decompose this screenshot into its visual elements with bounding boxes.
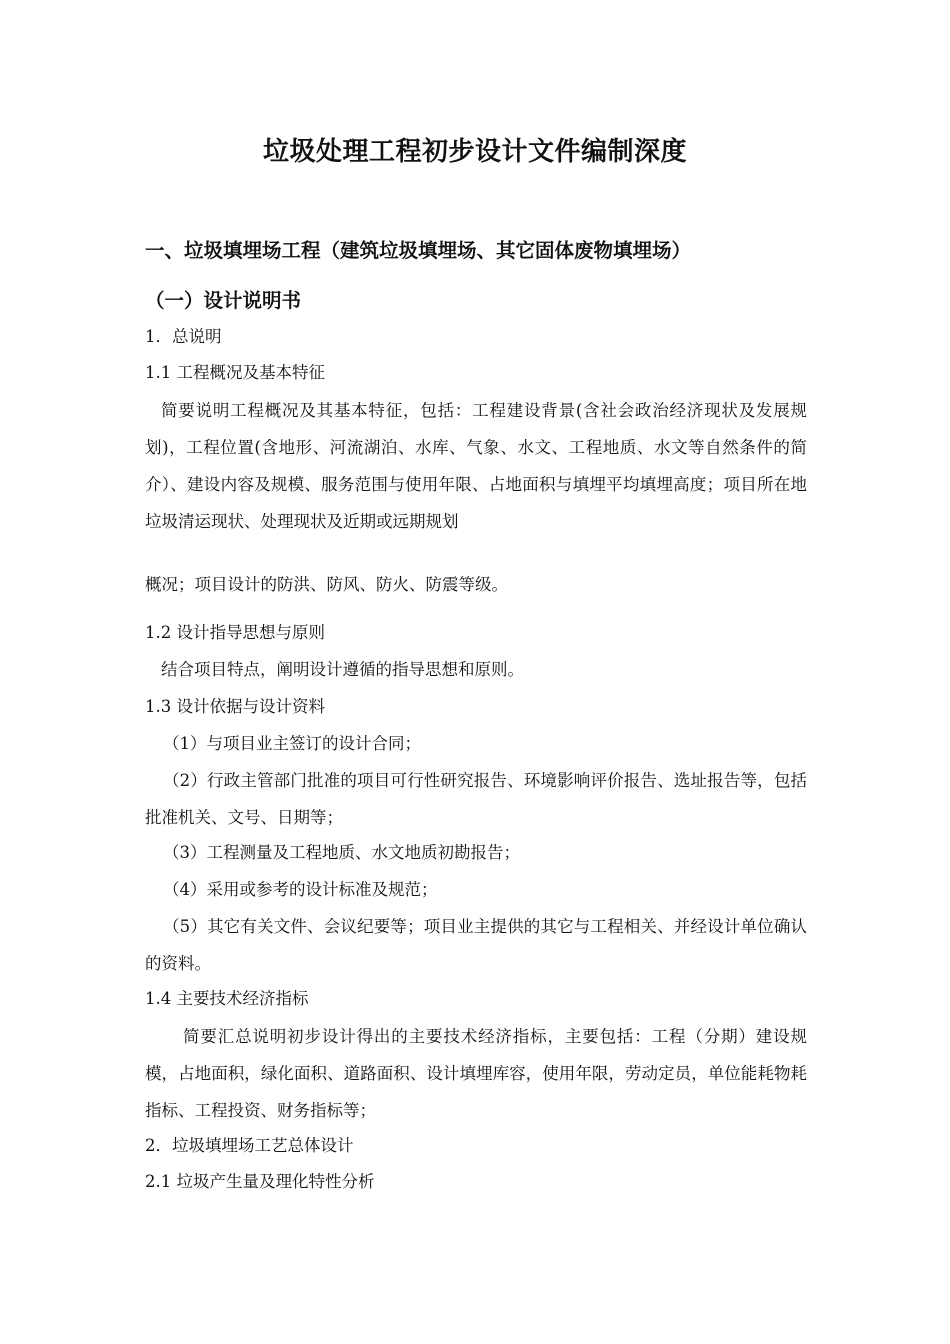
paragraph-1-1-continued: 概况；项目设计的防洪、防风、防火、防震等级。 — [145, 575, 508, 594]
paragraph-1-1: 简要说明工程概况及其基本特征，包括：工程建设背景(含社会政治经济现状及发展规划)，工程位置(含地形、河流湖泊、水库、气象、水文、工程地质、水文等自然条件的简介）、建设内容及规模、服务范围与使用年限、占地面积与填埋平均填埋高度；项目所在地垃圾清运现状、处理现状及近期或远期规划 — [145, 401, 807, 531]
item-1-3-heading: 1.3 设计依据与设计资料 — [145, 697, 325, 716]
item-1-2-heading: 1.2 设计指导思想与原则 — [145, 623, 325, 642]
item-1-1-heading: 1.1 工程概况及基本特征 — [145, 363, 325, 382]
list-item-4: （4）采用或参考的设计标准及规范； — [163, 880, 438, 899]
paragraph-1-4: 简要汇总说明初步设计得出的主要技术经济指标，主要包括：工程（分期）建设规模，占地面积，绿化面积、道路面积、设计填埋库容，使用年限，劳动定员，单位能耗物耗指标、工程投资、财务指标等； — [145, 1027, 807, 1120]
item-2-heading: 2．垃圾填埋场工艺总体设计 — [145, 1136, 354, 1155]
list-item-2: （2）行政主管部门批准的项目可行性研究报告、环境影响评价报告、选址报告等，包括批准机关、文号、日期等； — [145, 771, 807, 827]
document-title: 垃圾处理工程初步设计文件编制深度 — [262, 137, 687, 167]
subsection-heading: （一）设计说明书 — [145, 289, 302, 312]
list-item-3: （3）工程测量及工程地质、水文地质初勘报告； — [163, 843, 520, 862]
item-2-1-heading: 2.1 垃圾产生量及理化特性分析 — [145, 1172, 375, 1191]
list-item-1: （1）与项目业主签订的设计合同； — [163, 734, 421, 753]
item-1-4-heading: 1.4 主要技术经济指标 — [145, 989, 309, 1008]
item-1-heading: 1．总说明 — [145, 327, 222, 346]
section-heading: 一、垃圾填埋场工程（建筑垃圾填埋场、其它固体废物填埋场） — [145, 239, 692, 262]
paragraph-1-2: 结合项目特点，阐明设计遵循的指导思想和原则。 — [161, 660, 524, 679]
list-item-5: （5）其它有关文件、会议纪要等；项目业主提供的其它与工程相关、并经设计单位确认的资料。 — [145, 917, 807, 973]
